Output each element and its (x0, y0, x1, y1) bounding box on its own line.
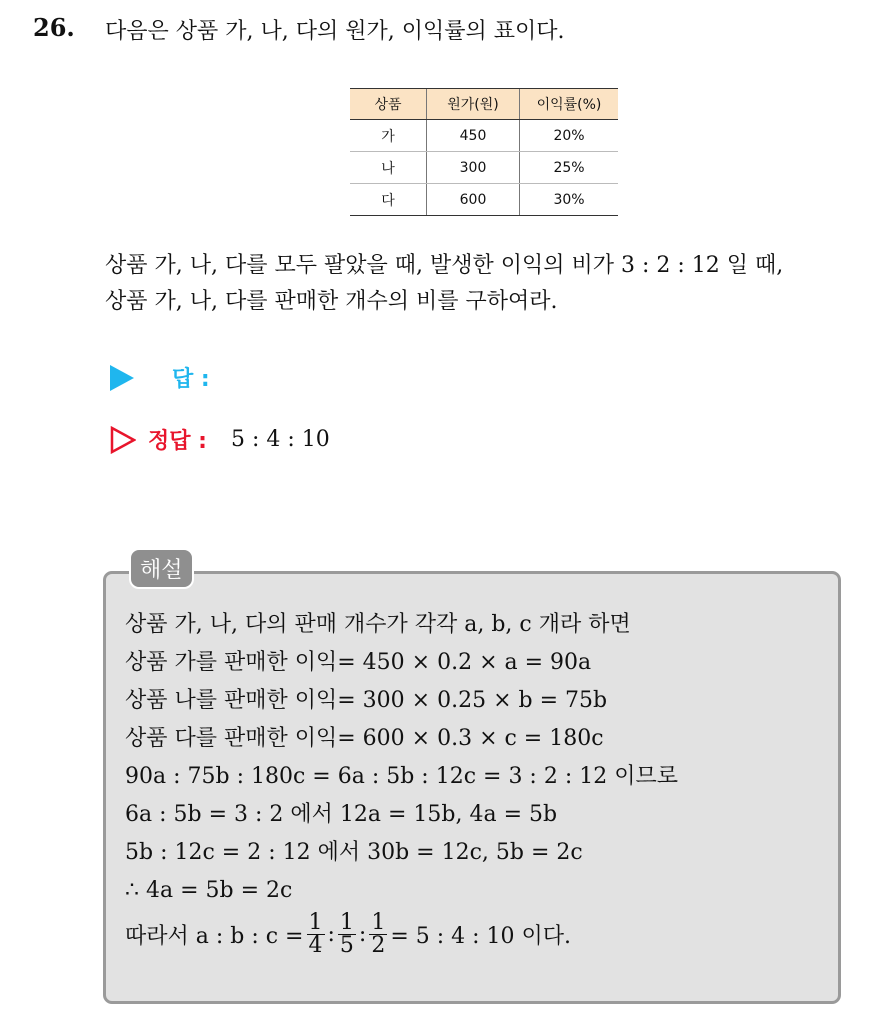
table-cell: 다 (350, 184, 427, 216)
fraction-numerator: 1 (308, 910, 323, 935)
ratio-separator: : (358, 922, 367, 947)
play-triangle-icon (110, 365, 134, 391)
outline-triangle-icon (110, 426, 136, 454)
table-row (350, 184, 618, 216)
fraction-numerator: 1 (371, 910, 386, 935)
table-cell: 300 (427, 152, 520, 184)
solution-line: 5b : 12c = 2 : 12 에서 30b = 12c, 5b = 2c (125, 840, 583, 865)
table-header: 원가(원) (427, 89, 520, 120)
solution-line: 상품 가, 나, 다의 판매 개수가 각각 a, b, c 개라 하면 (125, 612, 631, 637)
fraction-numerator: 1 (339, 910, 354, 935)
fraction-denominator: 2 (371, 933, 386, 958)
ratio-separator: : (327, 922, 335, 947)
question-text: 다음은 상품 가, 나, 다의 원가, 이익률의 표이다. (105, 19, 565, 44)
condition-line: 상품 가, 나, 다를 모두 팔았을 때, 발생한 이익의 비가 3 : 2 : 12 일 때, (105, 253, 784, 278)
question-number: 26. (33, 13, 75, 42)
answer-label: 답 : (172, 367, 210, 392)
fraction (369, 912, 387, 957)
table-cell: 450 (427, 120, 520, 152)
price-table (350, 88, 618, 216)
table-cell: 20% (520, 120, 619, 152)
table-cell: 30% (520, 184, 619, 216)
table-cell: 나 (350, 152, 427, 184)
correct-answer-row (110, 424, 330, 455)
fraction-denominator: 5 (339, 933, 354, 958)
final-prefix: 따라서 a : b : c = (125, 924, 304, 949)
solution-line: 상품 가를 판매한 이익= 450 × 0.2 × a = 90a (125, 650, 592, 675)
table-header-row (350, 89, 618, 120)
table-row (350, 120, 618, 152)
solution-line: ∴ 4a = 5b = 2c (125, 878, 293, 903)
correct-answer-label: 정답 : (148, 429, 207, 454)
table-cell: 600 (427, 184, 520, 216)
table-row (350, 152, 618, 184)
table-header: 상품 (350, 89, 427, 120)
solution-line: 6a : 5b = 3 : 2 에서 12a = 15b, 4a = 5b (125, 802, 558, 827)
solution-line: 상품 다를 판매한 이익= 600 × 0.3 × c = 180c (125, 726, 604, 751)
fraction (338, 912, 356, 957)
correct-answer-value: 5 : 4 : 10 (230, 427, 330, 452)
table-header: 이익률(%) (520, 89, 619, 120)
fraction (307, 912, 325, 957)
solution-tag: 해설 (129, 548, 194, 589)
problem-condition (105, 248, 783, 320)
final-suffix: = 5 : 4 : 10 이다. (390, 924, 572, 949)
solution-line: 90a : 75b : 180c = 6a : 5b : 12c = 3 : 2 : 12 이므로 (125, 764, 678, 789)
solution-line: 상품 나를 판매한 이익= 300 × 0.25 × b = 75b (125, 688, 608, 713)
condition-line: 상품 가, 나, 다를 판매한 개수의 비를 구하여라. (105, 289, 558, 314)
answer-row (110, 362, 210, 393)
solution-final-line (125, 912, 571, 957)
solution-lines (125, 606, 678, 910)
fraction-denominator: 4 (308, 933, 323, 958)
table-cell: 가 (350, 120, 427, 152)
table-cell: 25% (520, 152, 619, 184)
